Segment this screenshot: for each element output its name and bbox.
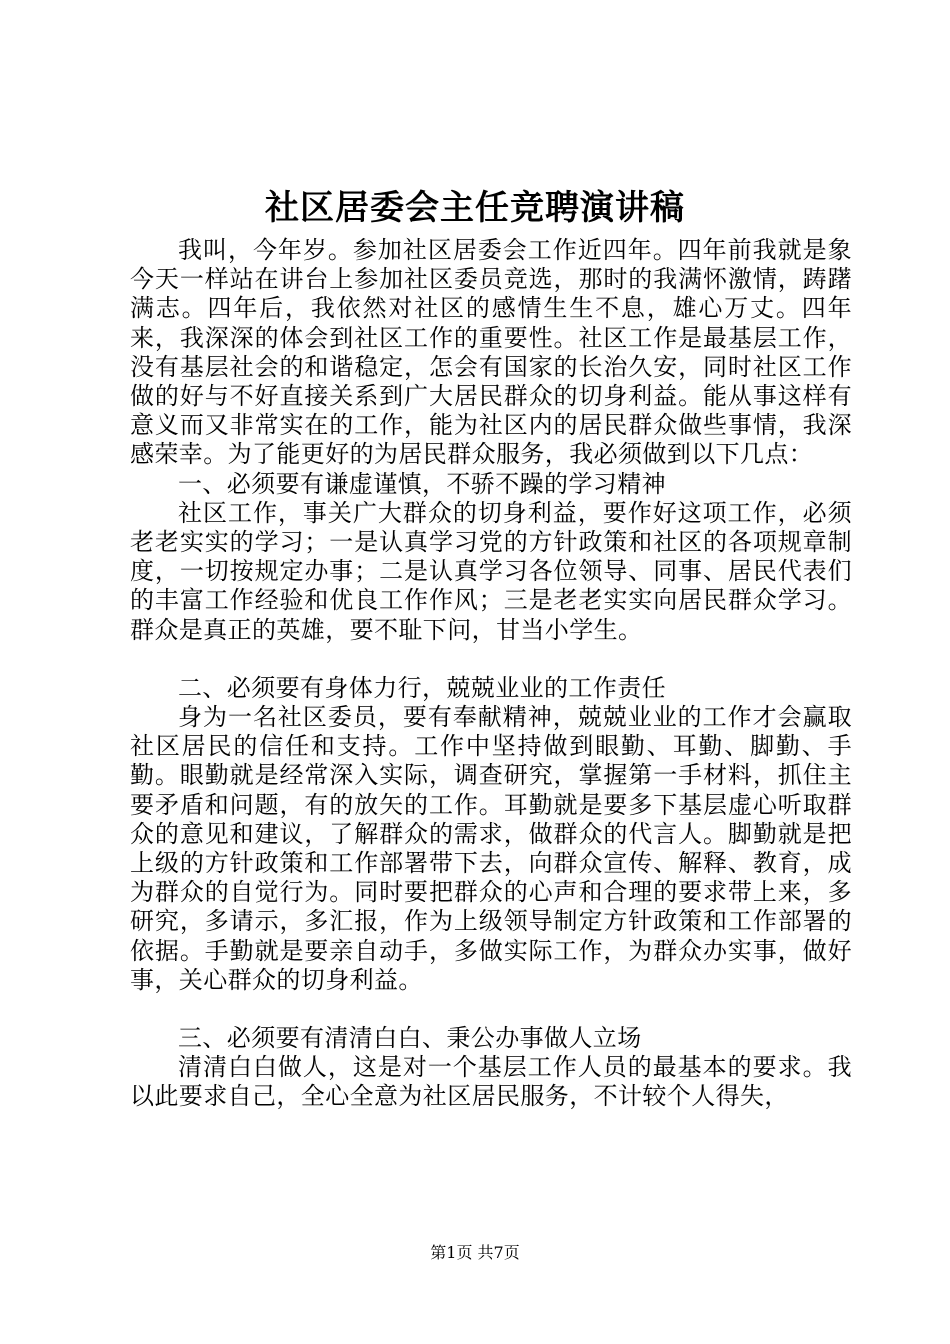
document-body bbox=[130, 236, 852, 1112]
paragraph-section-3: 清清白白做人，这是对一个基层工作人员的最基本的要求。我以此要求自己，全心全意为社区居民服务，不计较个人得失， bbox=[130, 1053, 852, 1111]
paragraph-intro: 我叫，今年岁。参加社区居委会工作近四年。四年前我就是象今天一样站在讲台上参加社区委员竞选，那时的我满怀激情，踌躇满志。四年后，我依然对社区的感情生生不息，雄心万丈。四年来，我深深的体会到社区工作的重要性。社区工作是最基层工作，没有基层社会的和谐稳定，怎会有国家的长治久安，同时社区工作做的好与不好直接关系到广大居民群众的切身利益。能从事这样有意义而又非常实在的工作，能为社区内的居民群众做些事情，我深感荣幸。为了能更好的为居民群众服务，我必须做到以下几点： bbox=[130, 236, 852, 469]
section-heading-3: 三、必须要有清清白白、秉公办事做人立场 bbox=[178, 1024, 642, 1053]
page-number-footer: 第1页 共7页 bbox=[430, 1243, 520, 1262]
document-title: 社区居委会主任竞聘演讲稿 bbox=[265, 188, 685, 228]
paragraph-section-1: 社区工作，事关广大群众的切身利益，要作好这项工作，必须老老实实的学习；一是认真学习党的方针政策和社区的各项规章制度，一切按规定办事；二是认真学习各位领导、同事、居民代表们的丰富工作经验和优良工作作风；三是老老实实向居民群众学习。群众是真正的英雄，要不耻下问，甘当小学生。 bbox=[130, 498, 852, 644]
section-heading-1: 一、必须要有谦虚谨慎，不骄不躁的学习精神 bbox=[178, 469, 666, 498]
paragraph-section-2: 身为一名社区委员，要有奉献精神，兢兢业业的工作才会赢取社区居民的信任和支持。工作中坚持做到眼勤、耳勤、脚勤、手勤。眼勤就是经常深入实际，调查研究，掌握第一手材料，抓住主要矛盾和问题，有的放矢的工作。耳勤就是要多下基层虚心听取群众的意见和建议，了解群众的需求，做群众的代言人。脚勤就是把上级的方针政策和工作部署带下去，向群众宣传、解释、教育，成为群众的自觉行为。同时要把群众的心声和合理的要求带上来，多研究，多请示，多汇报，作为上级领导制定方针政策和工作部署的依据。手勤就是要亲自动手，多做实际工作，为群众办实事，做好事，关心群众的切身利益。 bbox=[130, 703, 852, 994]
section-heading-2: 二、必须要有身体力行，兢兢业业的工作责任 bbox=[178, 673, 666, 702]
